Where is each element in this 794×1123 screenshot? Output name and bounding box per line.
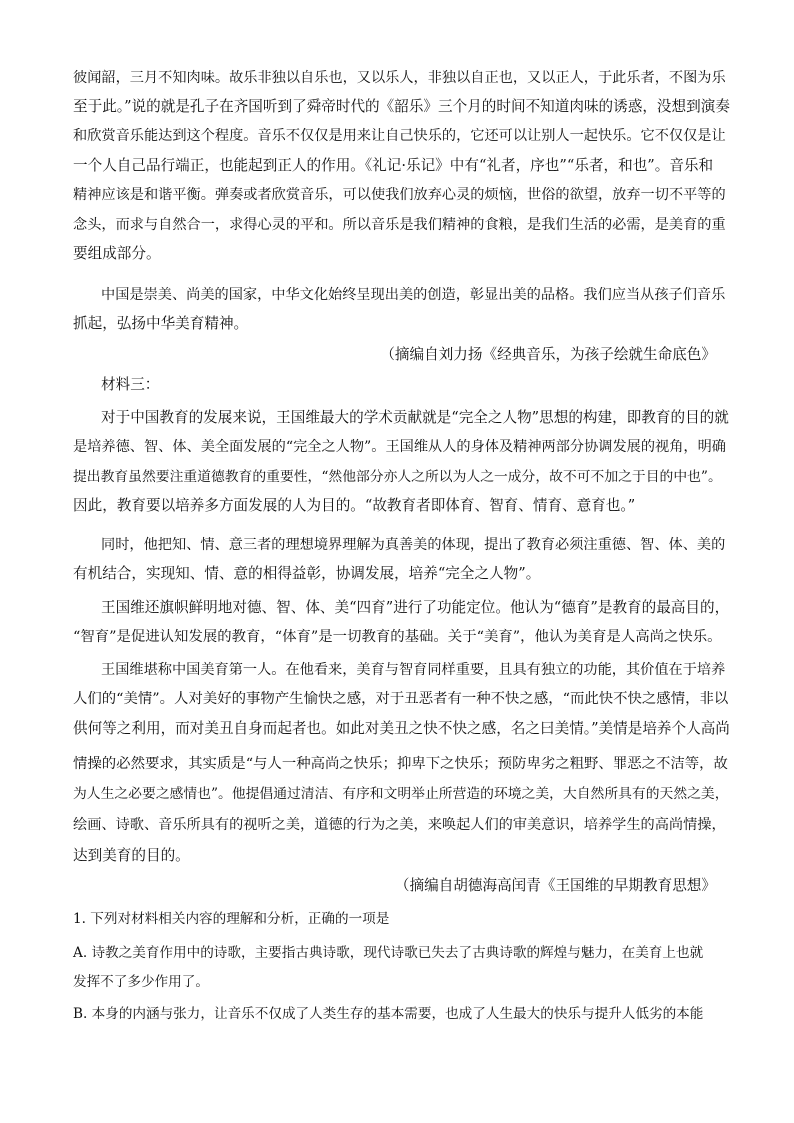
source-citation: （摘编自刘力扬《经典音乐，为孩子绘就生命底色》 xyxy=(380,346,716,363)
option-a: A. 诗教之美育作用中的诗歌，主要指古典诗歌，现代诗歌已失去了古典诗歌的辉煌与魅力，在美育上也就 xyxy=(73,945,704,961)
text-line: 念头，而求与自然合一，求得心灵的平和。所以音乐是我们精神的食粮，是我们生活的必需，是美育的重 xyxy=(73,217,726,233)
text-line: 供何等之利用，而对美丑自身而起者也。如此对美丑之快不快之感，名之曰美情。”美情是培养个人高尚 xyxy=(73,720,730,737)
option-b: B. 本身的内涵与张力，让音乐不仅成了人类生存的基本需要，也成了人生最大的快乐与提升人低劣的本能 xyxy=(73,1006,704,1022)
text-line: 情操的必然要求，其实质是“与人一种高尚之快乐；抑卑下之快乐；预防卑劣之粗野、罪恶之不洁等，故 xyxy=(73,756,728,772)
text-line: 有机结合，实现知、情、意的相得益彰，协调发展，培养“完全之人物”。 xyxy=(73,565,541,582)
text-line: 至于此。”说的就是孔子在齐国听到了舜帝时代的《韶乐》三个月的时间不知道肉味的诱惑，没想到演奏 xyxy=(73,98,730,115)
text-line: 为人生之必要之感情也”。他提倡通过清洁、有序和文明举止所营造的环境之美，大自然所具有的天然之美， xyxy=(73,786,729,802)
text-line: 彼闻韶，三月不知肉味。故乐非独以自乐也，又以乐人，非独以自正也，又以正人，于此乐者，不图为乐 xyxy=(73,70,726,86)
text-line: 因此，教育要以培养多方面发展的人为目的。“故教育者即体育、智育、情育、意育也。” xyxy=(73,497,636,514)
text-line: 人们的“美情”。人对美好的事物产生愉快之感，对于丑恶者有一种不快之感，“而此快不快之感情，非以 xyxy=(73,691,729,707)
paragraph-first-line: 王国维堪称中国美育第一人。在他看来，美育与智育同样重要，且具有独立的功能，其价值在于培养 xyxy=(101,662,726,678)
paragraph-first-line: 同时，他把知、情、意三者的理想境界理解为真善美的体现，提出了教育必须注重德、智、体、美的 xyxy=(101,537,726,553)
section-heading: 材料三： xyxy=(101,376,160,393)
paragraph-first-line: 王国维还旗帜鲜明地对德、智、体、美“四育”进行了功能定位。他认为“德育”是教育的最高目的， xyxy=(101,599,730,616)
text-line: 精神应该是和谐平衡。弹奏或者欣赏音乐，可以使我们放弃心灵的烦恼，世俗的欲望，放弃一切不平等的 xyxy=(73,187,726,203)
question-stem: 1. 下列对材料相关内容的理解和分析，正确的一项是 xyxy=(73,911,390,927)
text-line: 要组成部分。 xyxy=(73,245,161,262)
text-line: 绘画、诗歌、音乐所具有的视听之美，道德的行为之美，来唤起人们的审美意识，培养学生的高尚情操， xyxy=(73,817,726,833)
text-line: 是培养德、智、体、美全面发展的“完全之人物”。王国维从人的身体及精神两部分协调发展的视角，明确 xyxy=(73,439,726,455)
text-line: 抓起，弘扬中华美育精神。 xyxy=(73,315,249,332)
paragraph-first-line: 中国是崇美、尚美的国家，中华文化始终呈现出美的创造，彰显出美的品格。我们应当从孩子们音乐 xyxy=(101,287,726,303)
text-line: 一个人自己品行端正，也能起到正人的作用。《礼记·乐记》中有“礼者，序也”“乐者，和也”。音乐和 xyxy=(73,157,714,174)
source-citation: （摘编自胡德海高闰青《王国维的早期教育思想》 xyxy=(394,877,716,894)
text-line: 提出教育虽然要注重道德教育的重要性，“然他部分亦人之所以为人之一成分，故不可不加之于目的中也”。 xyxy=(73,469,722,485)
text-line: 达到美育的目的。 xyxy=(73,847,190,864)
text-line: 和欣赏音乐能达到这个程度。音乐不仅仅是用来让自己快乐的，它还可以让别人一起快乐。它不仅仅是让 xyxy=(73,128,726,144)
text-line: “智育”是促进认知发展的教育，“体育”是一切教育的基础。关于“美育”，他认为美育是人高尚之快乐。 xyxy=(73,629,722,645)
paragraph-first-line: 对于中国教育的发展来说，王国维最大的学术贡献就是“完全之人物”思想的构建，即教育的目的就 xyxy=(101,409,729,426)
text-line: 发挥不了多少作用了。 xyxy=(73,974,209,990)
